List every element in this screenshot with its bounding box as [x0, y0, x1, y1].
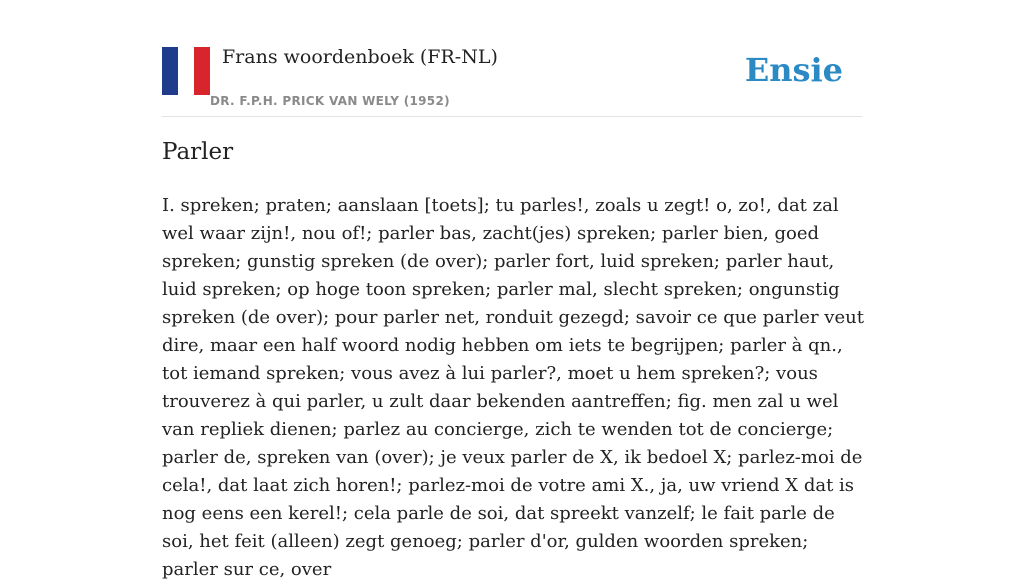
brand-logo-link[interactable]: Ensie — [744, 51, 843, 89]
french-flag-icon — [162, 47, 210, 95]
entry-definition: I. spreken; praten; aanslaan [toets]; tu parles!, zoals u zegt! o, zo!, dat zal wel waar zijn!, nou of!; parler bas, zacht(jes) spreken; parler bien, goed spreken; gunstig spreken (de over); parler fort, luid spreken; parler haut, luid spreken; op hoge toon spreken; parler mal, slecht spreken; ongunstig spreken (de over); pour parler net, ronduit gezegd; savoir ce que parler veut dire, maar een half woord nodig hebben om iets te begrijpen; parler à qn., tot iemand spreken; vous avez à lui parler?, moet u hem spreken?; vous trouverez à qui parler, u zult daar bekenden aantreffen; fig. men zal u wel van repliek dienen; parlez au concierge, zich te wenden tot de concierge; parler de, spreken van (over); je veux parler de X, ik bedoel X; parlez-moi de cela!, dat laat zich horen!; parlez-moi de votre ami X., ja, uw vriend X dat is nog eens een kerel!; cela parle de soi, dat spreekt vanzelf; le fait parle de soi, het feit (alleen) zegt genoeg; parler d'or, gulden woorden spreken; parler sur ce, over — [162, 195, 864, 580]
dictionary-title[interactable]: Frans woordenboek (FR-NL) — [222, 46, 498, 68]
flag-stripe-red — [194, 47, 210, 95]
flag-stripe-white — [178, 47, 194, 95]
entry-headword: Parler — [162, 139, 234, 165]
dictionary-author: DR. F.P.H. PRICK VAN WELY (1952) — [210, 94, 450, 108]
flag-stripe-blue — [162, 47, 178, 95]
dictionary-header — [162, 40, 862, 117]
